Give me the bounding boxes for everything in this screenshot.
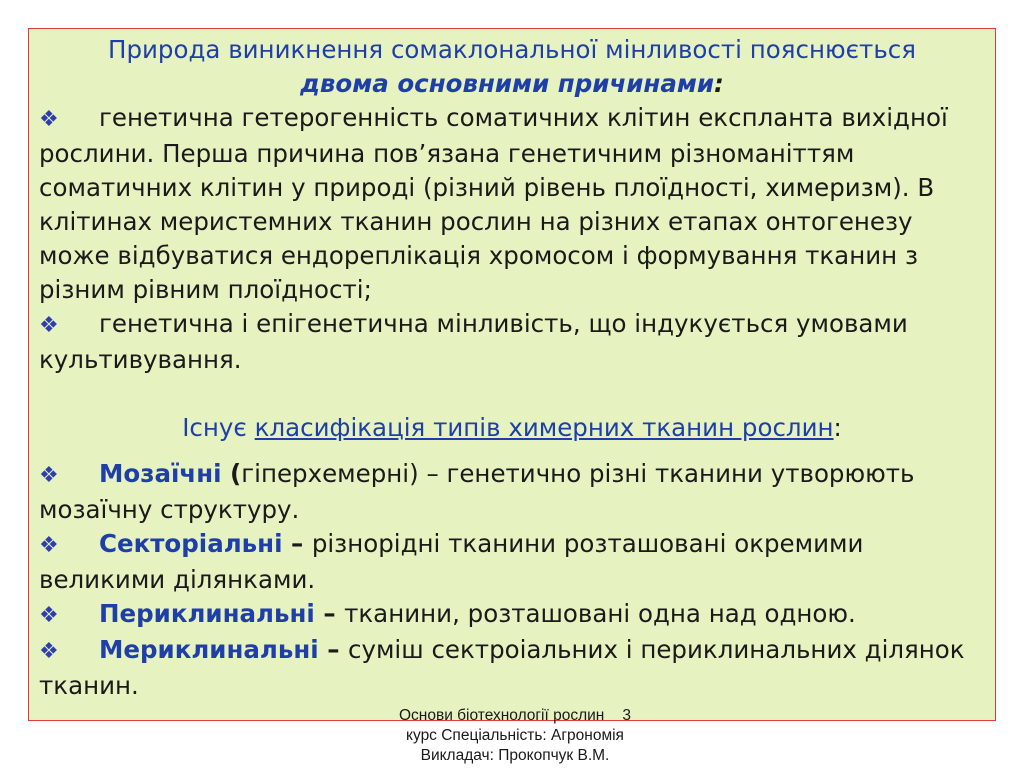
intro-line1: Природа виникнення сомаклональної мінливості пояснюється — [108, 35, 916, 64]
type-description: суміш сектроіальних і периклинальних ділянок тканин. — [39, 635, 965, 700]
type-item-mericlinal — [39, 633, 985, 703]
classification-suffix: : — [833, 413, 842, 442]
slide-text — [39, 33, 985, 703]
type-separator: ( — [221, 459, 242, 488]
type-item-mosaic — [39, 457, 985, 527]
classification-link[interactable]: класифікація типів химерних тканин рослин — [254, 413, 834, 442]
page-number: 3 — [622, 707, 631, 724]
intro-heading — [39, 33, 985, 101]
diamond-bullet-icon: ❖ — [39, 107, 59, 132]
diamond-bullet-icon: ❖ — [39, 639, 59, 664]
cause-item-1 — [39, 101, 985, 307]
diamond-bullet-icon: ❖ — [39, 533, 59, 558]
diamond-bullet-icon: ❖ — [39, 603, 59, 628]
type-name: Мериклинальні — [99, 635, 319, 664]
cause-text: генетична гетерогенність соматичних клітин експланта вихідної рослини. Перша причина пов’язана генетичним різноманіттям соматичних клітин у природі (різний рівень плоїдності, химеризм). В клітинах меристемних тканин рослин на різних етапах онтогенезу може відбуватися ендореплікація хромосом і формування тканин з різним рівним плоїдності; — [39, 103, 948, 304]
cause-item-2 — [39, 307, 985, 377]
type-description: гіперхемерні) – генетично різні тканини утворюють мозаїчну структуру. — [39, 459, 915, 524]
slide-content-box — [28, 28, 996, 721]
type-separator: – — [318, 635, 348, 664]
slide-footer — [350, 706, 680, 766]
classification-heading — [39, 411, 985, 445]
type-item-sectorial — [39, 527, 985, 597]
footer-lecturer: Викладач: Прокопчук В.М. — [420, 747, 610, 764]
intro-emphasis: двома основними причинами — [300, 69, 715, 98]
type-item-periclinal — [39, 597, 985, 633]
type-name: Мозаїчні — [99, 459, 222, 488]
type-separator: – — [282, 529, 312, 558]
footer-course-title: Основи біотехнології рослин — [398, 707, 605, 724]
type-name: Периклинальні — [99, 599, 315, 628]
diamond-bullet-icon: ❖ — [39, 313, 59, 338]
intro-colon: : — [714, 69, 724, 98]
diamond-bullet-icon: ❖ — [39, 463, 59, 488]
type-description: різнорідні тканини розташовані окремими великими ділянками. — [39, 529, 864, 594]
footer-specialty: курс Спеціальність: Агрономія — [406, 727, 624, 744]
classification-prefix: Існує — [182, 413, 255, 442]
type-separator: – — [314, 599, 345, 628]
type-name: Секторіальні — [99, 529, 283, 558]
type-description: тканини, розташовані одна над одною. — [344, 599, 856, 628]
cause-text: генетична і епігенетична мінливість, що індукується умовами культивування. — [39, 309, 908, 374]
